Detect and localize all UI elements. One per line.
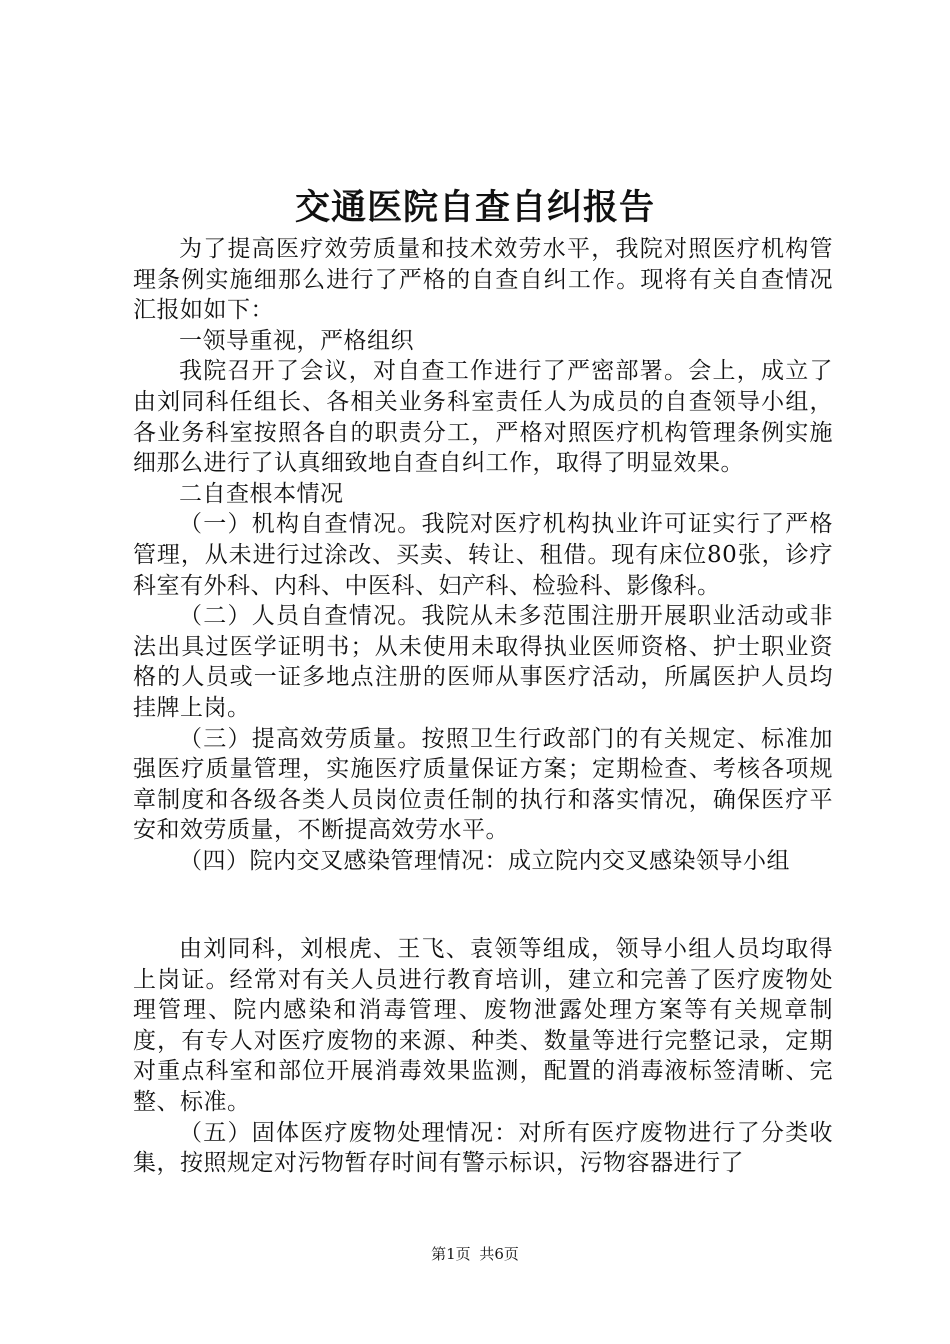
paragraph-personnel: （二）人员自查情况。我院从未多范围注册开展职业活动或非法出具过医学证明书；从未使用未取得执业医师资格、护士职业资格的人员或一证多地点注册的医师从事医疗活动，所属医护人员均挂牌上岗。 <box>133 603 833 721</box>
page-total: 共6页 <box>479 1245 519 1263</box>
paragraph-waste: （五）固体医疗废物处理情况：对所有医疗废物进行了分类收集，按照规定对污物暂存时间有警示标识，污物容器进行了 <box>133 1119 833 1177</box>
paragraph-infection-start: （四）院内交叉感染管理情况：成立院内交叉感染领导小组 <box>179 847 790 874</box>
paragraph-quality: （三）提高效劳质量。按照卫生行政部门的有关规定、标准加强医疗质量管理，实施医疗质量保证方案；定期检查、考核各项规章制度和各级各类人员岗位责任制的执行和落实情况，确保医疗平安和效劳质量，不断提高效劳水平。 <box>133 725 833 844</box>
heading-self-check: 二自查根本情况 <box>179 480 344 507</box>
paragraph-meeting: 我院召开了会议，对自查工作进行了严密部署。会上，成立了由刘同科任组长、各相关业务科室责任人为成员的自查领导小组，各业务科室按照各自的职责分工，严格对照医疗机构管理条例实施细那么进行了认真细致地自查自纠工作，取得了明显效果。 <box>133 358 833 477</box>
body-block-2 <box>133 934 833 1179</box>
page-footer <box>0 1244 950 1264</box>
body-block-1 <box>133 234 833 876</box>
page-title: 交通医院自查自纠报告 <box>294 188 655 228</box>
paragraph-institution: （一）机构自查情况。我院对医疗机构执业许可证实行了严格管理，从未进行过涂改、买卖、转让、租借。现有床位80张，诊疗科室有外科、内科、中医科、妇产科、检验科、影像科。 <box>133 511 833 599</box>
paragraph-intro: 为了提高医疗效劳质量和技术效劳水平，我院对照医疗机构管理条例实施细那么进行了严格的自查自纠工作。现将有关自查情况汇报如如下： <box>133 236 833 324</box>
heading-leadership: 一领导重视，严格组织 <box>179 327 414 354</box>
page-number: 第1页 <box>431 1245 471 1263</box>
paragraph-infection-cont: 由刘同科，刘根虎、王飞、袁领等组成，领导小组人员均取得上岗证。经常对有关人员进行教育培训，建立和完善了医疗废物处理管理、院内感染和消毒管理、废物泄露处理方案等有关规章制度，有专人对医疗废物的来源、种类、数量等进行完整记录，定期对重点科室和部位开展消毒效果监测，配置的消毒液标签清晰、完整、标准。 <box>133 936 833 1115</box>
